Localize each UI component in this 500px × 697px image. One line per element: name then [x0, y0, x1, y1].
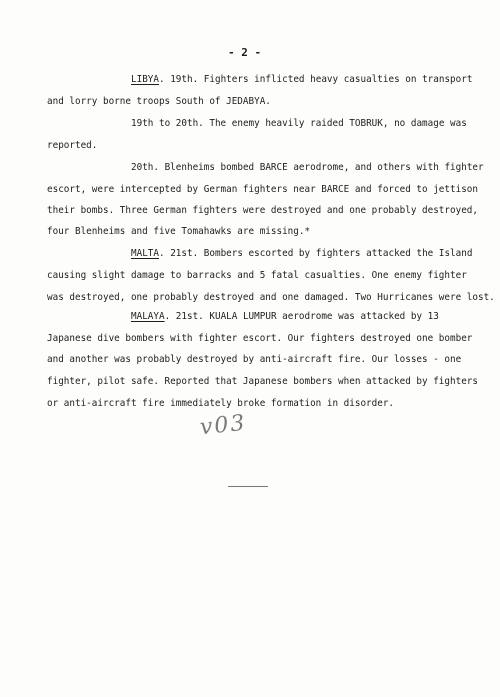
malaya-line-5: or anti-aircraft fire immediately broke formation in disorder.: [47, 398, 395, 409]
barce-line-2: escort, were intercepted by German fighters near BARCE and forced to jettison: [47, 184, 478, 195]
libya-line-1: [131, 74, 472, 85]
handwritten-note: v03: [198, 410, 248, 441]
malta-heading: MALTA: [131, 248, 159, 259]
barce-line-3: their bombs. Three German fighters were destroyed and one probably destroyed,: [47, 205, 478, 216]
tobruk-line-1: 19th to 20th. The enemy heavily raided TOBRUK, no damage was: [131, 118, 467, 129]
malaya-line-2: Japanese dive bombers with fighter escort. Our fighters destroyed one bomber: [47, 333, 473, 344]
libya-line-2: and lorry borne troops South of JEDABYA.: [47, 96, 271, 107]
tobruk-line-2: reported.: [47, 140, 98, 151]
barce-line-4: four Blenheims and five Tomahawks are missing.*: [47, 226, 311, 237]
malta-line-3: was destroyed, one probably destroyed and one damaged. Two Hurricanes were lost.: [47, 292, 495, 303]
closing-rule: [228, 486, 268, 487]
barce-line-1: 20th. Blenheims bombed BARCE aerodrome, and others with fighter: [131, 162, 484, 173]
malta-line-1-text: . 21st. Bombers escorted by fighters attacked the Island: [159, 248, 473, 259]
malaya-heading: MALAYA: [131, 311, 165, 322]
page-number: - 2 -: [228, 46, 262, 59]
libya-line-1-text: . 19th. Fighters inflicted heavy casualties on transport: [159, 74, 473, 85]
malaya-line-3: and another was probably destroyed by anti-aircraft fire. Our losses - one: [47, 354, 462, 365]
malta-line-1: [131, 248, 472, 259]
malaya-line-4: fighter, pilot safe. Reported that Japanese bombers when attacked by fighters: [47, 376, 478, 387]
malaya-line-1: [131, 311, 439, 322]
malaya-line-1-text: . 21st. KUALA LUMPUR aerodrome was attacked by 13: [164, 311, 439, 322]
libya-heading: LIBYA: [131, 74, 159, 85]
malta-line-2: causing slight damage to barracks and 5 fatal casualties. One enemy fighter: [47, 270, 467, 281]
